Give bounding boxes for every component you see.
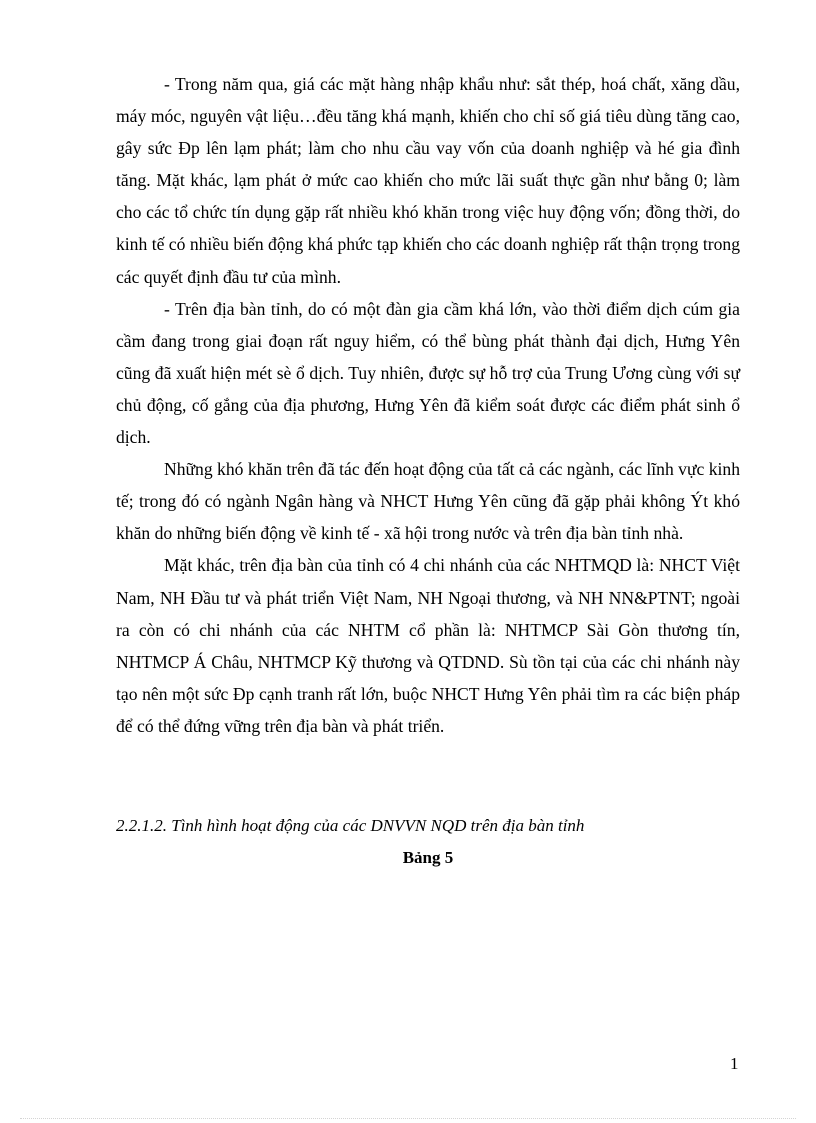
page-number: 1 [730, 1054, 739, 1073]
section-heading: 2.2.1.2. Tình hình hoạt động của các DNVVN NQD trên địa bàn tỉnh [116, 815, 585, 835]
paragraph-import-prices: - Trong năm qua, giá các mặt hàng nhập khẩu như: sắt thép, hoá chất, xăng dầu, máy móc, nguyên vật liệu…đều tăng khá mạnh, khiến cho chỉ số giá tiêu dùng tăng cao, gây sức Ðp lên lạm phát; làm cho nhu cầu vay vốn của doanh nghiệp và hé gia đình tăng. Mặt khác, lạm phát ở mức cao khiến cho mức lãi suất thực gần như bằng 0; làm cho các tổ chức tín dụng gặp rất nhiều khó khăn trong việc huy động vốn; đồng thời, do kinh tế có nhiều biến động khá phức tạp khiến cho các doanh nghiệp rất thận trọng trong các quyết định đầu tư của mình. [116, 74, 740, 287]
paragraph-bird-flu: - Trên địa bàn tỉnh, do có một đàn gia cầm khá lớn, vào thời điểm dịch cúm gia cầm đang trong giai đoạn rất nguy hiểm, có thể bùng phát thành đại dịch, Hưng Yên cũng đã xuất hiện mét sè ổ dịch. Tuy nhiên, được sự hỗ trợ của Trung Ương cùng với sự chủ động, cố gắng của địa phương, Hưng Yên đã kiểm soát được các điểm phát sinh ổ dịch. [116, 298, 740, 448]
document-body [116, 68, 740, 874]
spacer [116, 742, 740, 810]
page-bottom-divider [20, 1118, 796, 1119]
paragraph-difficulties: Những khó khăn trên đã tác đến hoạt động của tất cả các ngành, các lĩnh vực kinh tế; trong đó có ngành Ngân hàng và NHCT Hưng Yên cũng đã gặp phải không Ýt khó khăn do những biến động về kinh tế - xã hội trong nước và trên địa bàn tỉnh nhà. [116, 459, 740, 544]
paragraph-competition: Mặt khác, trên địa bàn của tỉnh có 4 chi nhánh của các NHTMQD là: NHCT Việt Nam, NH Đầu tư và phát triển Việt Nam, NH Ngoại thương, và NH NN&PTNT; ngoài ra còn có chi nhánh của các NHTM cổ phần là: NHTMCP Sài Gòn thương tín, NHTMCP Á Châu, NHTMCP Kỹ thương và QTDND. Sù tồn tại của các chi nhánh này tạo nên một sức Ðp cạnh tranh rất lớn, buộc NHCT Hưng Yên phải tìm ra các biện pháp để có thể đứng vững trên địa bàn và phát triển. [116, 555, 740, 736]
table-title: Bảng 5 [402, 848, 454, 868]
